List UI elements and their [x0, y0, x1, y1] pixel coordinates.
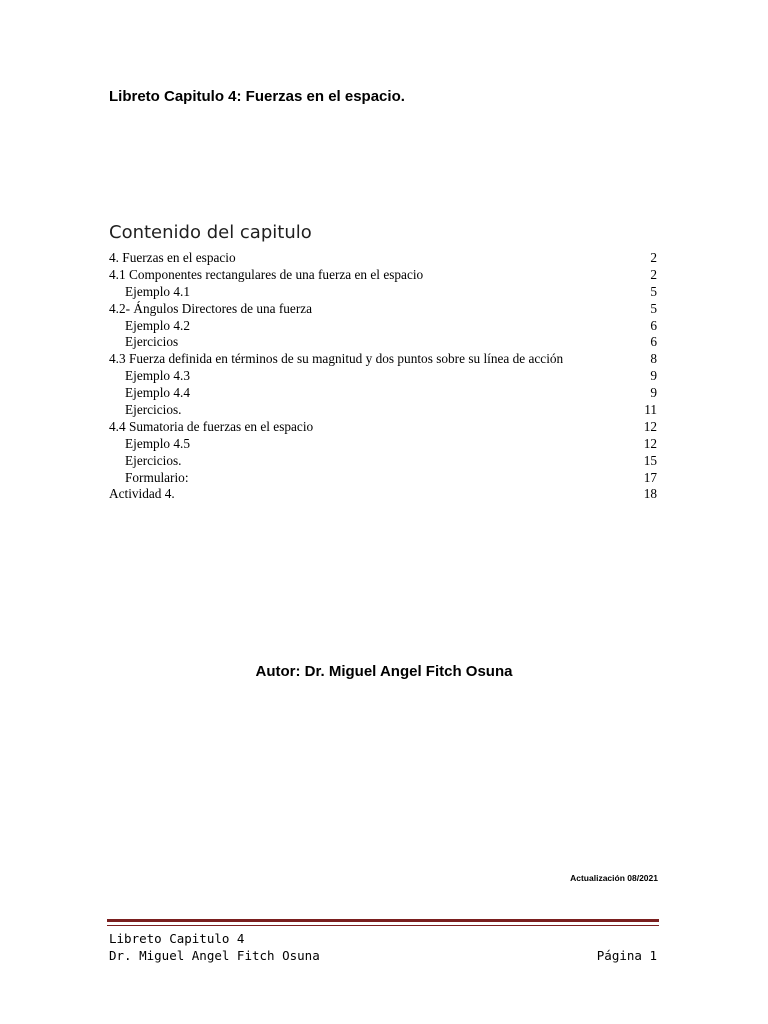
toc-entry-label: 4. Fuerzas en el espacio — [109, 250, 236, 265]
toc-entry-label: Formulario: — [125, 469, 189, 485]
toc-entry[interactable] — [109, 436, 657, 453]
footer-divider — [107, 919, 659, 922]
toc-entry[interactable] — [109, 419, 657, 436]
toc-entry-page: 5 — [650, 283, 657, 299]
toc-entry-label: Ejercicios — [125, 334, 179, 350]
toc-entry-label: Ejemplo 4.3 — [125, 368, 190, 384]
toc-entry-label: Ejemplo 4.4 — [125, 385, 190, 401]
toc-entry-label: Ejemplo 4.5 — [125, 435, 190, 451]
toc-entry-page: 6 — [650, 317, 657, 333]
toc-entry[interactable] — [109, 334, 657, 351]
footer-divider-thin — [107, 925, 659, 926]
toc-entry-label: Ejercicios. — [125, 452, 182, 468]
toc-entry[interactable] — [109, 453, 657, 470]
toc-entry-page: 17 — [643, 469, 657, 485]
toc-entry-label: 4.4 Sumatoria de fuerzas en el espacio — [109, 418, 314, 434]
toc-entry[interactable] — [109, 470, 657, 487]
toc-entry[interactable] — [109, 318, 657, 335]
toc-entry-page: 2 — [650, 250, 657, 265]
toc-entry[interactable] — [109, 284, 657, 301]
toc-entry[interactable] — [109, 385, 657, 402]
toc-entry[interactable] — [109, 301, 657, 318]
toc-entry-page: 12 — [643, 418, 657, 434]
toc-entry-label: Actividad 4. — [109, 486, 175, 502]
toc-entry-page: 18 — [643, 486, 657, 502]
table-of-contents — [109, 250, 657, 503]
toc-heading: Contenido del capitulo — [109, 222, 312, 243]
toc-entry-page: 15 — [643, 452, 657, 468]
footer-author: Dr. Miguel Angel Fitch Osuna — [109, 948, 320, 963]
footer-booklet-title: Libreto Capitulo 4 — [109, 931, 245, 946]
toc-entry-label: Ejemplo 4.2 — [125, 317, 190, 333]
author-line: Autor: Dr. Miguel Angel Fitch Osuna — [255, 663, 513, 680]
toc-entry-label: 4.1 Componentes rectangulares de una fuerza en el espacio — [109, 266, 424, 282]
toc-entry-label: Ejercicios. — [125, 402, 182, 418]
toc-entry-page: 9 — [650, 385, 657, 401]
toc-entry-page: 8 — [650, 351, 657, 367]
toc-entry-page: 12 — [643, 435, 657, 451]
footer-line — [109, 948, 657, 963]
toc-entry-page: 6 — [650, 334, 657, 350]
toc-entry[interactable] — [109, 402, 657, 419]
toc-entry-label: Ejemplo 4.1 — [125, 283, 190, 299]
toc-entry[interactable] — [109, 267, 657, 284]
toc-entry[interactable] — [109, 250, 657, 267]
toc-entry-label: 4.2- Ángulos Directores de una fuerza — [109, 300, 313, 316]
toc-entry-page: 9 — [650, 368, 657, 384]
toc-entry[interactable] — [109, 486, 657, 503]
toc-entry-page: 2 — [650, 266, 657, 282]
page-number: Página 1 — [596, 948, 657, 963]
document-title: Libreto Capitulo 4: Fuerzas en el espacio. — [109, 88, 405, 105]
toc-entry-page: 11 — [644, 402, 657, 418]
toc-entry[interactable] — [109, 351, 657, 368]
update-date: Actualización 08/2021 — [570, 873, 658, 883]
toc-entry-page: 5 — [650, 300, 657, 316]
toc-entry[interactable] — [109, 368, 657, 385]
toc-entry-label: 4.3 Fuerza definida en términos de su magnitud y dos puntos sobre su línea de acción — [109, 351, 564, 367]
